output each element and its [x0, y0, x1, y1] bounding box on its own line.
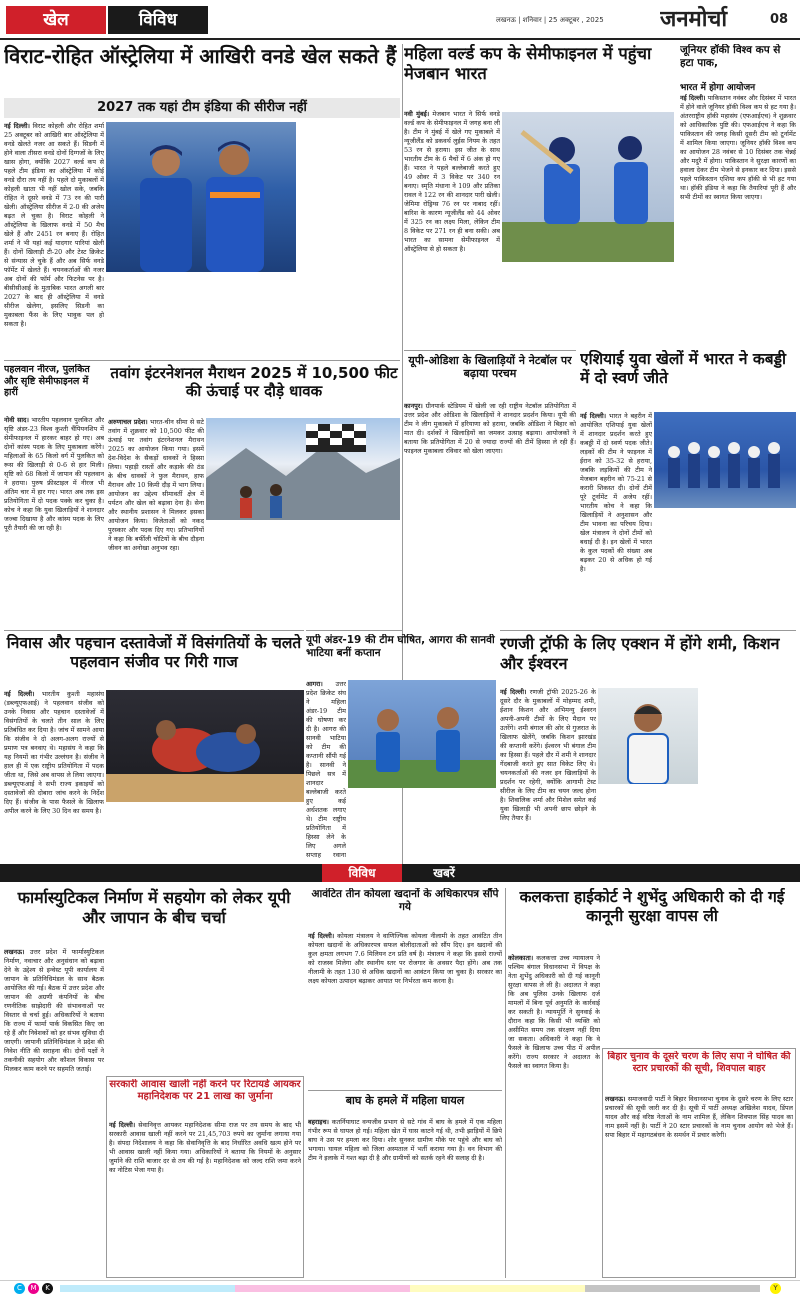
- virat-body-col1: [4, 122, 104, 358]
- color-mark-y: Y: [770, 1283, 781, 1294]
- virat-subhead: 2027 तक यहां टीम इंडिया की सीरीज नहीं: [4, 98, 400, 118]
- pharma-headline: फार्मास्युटिकल निर्माण में सहयोग को लेकर यूपी और जापान के बीच चर्चा: [17, 888, 291, 927]
- marathon-body-col2: [206, 522, 302, 626]
- ranji-body-col3: [700, 688, 796, 860]
- up-u19-body: [306, 680, 346, 860]
- up-odisha-lead: कानपुर।: [404, 402, 423, 410]
- color-mark-c: C: [14, 1283, 25, 1294]
- pharma-text: उत्तर प्रदेश में फार्मास्युटिकल निर्माण, नवाचार और अनुसंधान को बढ़ावा देने के उद्देश्य से इन्वेस्ट यूपी कार्यालय में जापान के प्रतिनिधिमंडल के साथ बैठक आयोजित की गई। बैठक में उत्तर प्रदेश और जापान की अग्रणी कंपनियों के बीच रणनीतिक साझेदारी की संभावनाओं पर विस्तार से चर्चा हुई। अधिकारियों ने बताया कि राज्य में फार्मा पार्क विकसित किए जा रहे हैं और निवेशकों को हर संभव सुविधा दी जाएगी। जापानी प्रतिनिधिमंडल ने प्रदेश की निवेश नीति की सराहना की। दोनों पक्षों ने तकनीकी सहयोग और कौशल विकास पर मिलकर काम करने पर सहमति जताई।: [4, 948, 104, 1073]
- ranji-headline: रणजी ट्रॉफी के लिए एक्शन में होंगे शमी, किशन और ईश्वरन: [500, 634, 780, 673]
- bihar-body: [605, 1095, 793, 1275]
- footer-registration-strip: [0, 1280, 800, 1295]
- masthead-rule: [0, 38, 800, 40]
- pharma-body: [4, 948, 104, 1278]
- up-odisha-body: [404, 402, 576, 626]
- virat-body: विराट कोहली और रोहित शर्मा 25 अक्टूबर को आखिरी बार ऑस्ट्रेलिया में वनडे खेलते नजर आ सकते हैं। सिडनी में होने वाला तीसरा वनडे दोनों दिग्गजों के लिए खास होगा, क्योंकि 2027 वर्ल्ड कप से पहले टीम इंडिया का ऑस्ट्रेलिया में कोई वनडे दौरा तय नहीं है। पहले दो मुकाबलों में कोहली खाता भी नहीं खोल सके, जबकि रोहित ने दूसरे वनडे में 73 रन की पारी खेली। ऑस्ट्रेलिया सीरीज में 2-0 की अजेय बढ़त ले चुका है। विराट कोहली ने ऑस्ट्रेलिया के खिलाफ वनडे में 50 मैच खेले हैं और 2451 रन बनाए हैं। रोहित शर्मा ने भी यहां कई यादगार पारियां खेली हैं। दोनों खिलाड़ी टी-20 और टेस्ट क्रिकेट से संन्यास ले चुके हैं और अब सिर्फ वनडे फॉर्मेट में खेलते हैं। चयनकर्ताओं की नजर अब दोनों की फॉर्म और फिटनेस पर है। बीसीसीआई के मुताबिक भारत अगली बार 2027 के बाद ही ऑस्ट्रेलिया में वनडे सीरीज खेलेगा, इसलिए सिडनी का मुकाबला फैंस के लिए भावुक पल हो सकता है।: [4, 122, 104, 328]
- koyla-text: कोयला मंत्रालय ने वाणिज्यिक कोयला नीलामी के तहत आवंटित तीन कोयला खदानों के अधिकारपत्र सफल बोलीदाताओं को सौंप दिए। इन खदानों की कुल क्षमता लगभग 7.6 मिलियन टन प्रति वर्ष है। मंत्रालय ने कहा कि इससे राज्यों को राजस्व मिलेगा और स्थानीय स्तर पर रोजगार के अवसर पैदा होंगे। अब तक नीलामी के तहत 130 से अधिक खदानों का आवंटन किया जा चुका है। सरकार का लक्ष्य कोयला उत्पादन बढ़ाकर आयात पर निर्भरता कम करना है।: [308, 932, 502, 985]
- marathon-photo: [206, 418, 400, 520]
- hockey-subhead: भारत में होगा आयोजन: [680, 83, 756, 93]
- bagh-text: कतर्नियाघाट वन्यजीव प्रभाग से सटे गांव में बाघ के हमले में एक महिला गंभीर रूप से घायल हो गई। महिला खेत में घास काटने गई थी, तभी झाड़ियों में छिपे बाघ ने उस पर हमला कर दिया। शोर सुनकर ग्रामीण मौके पर पहुंचे और बाघ को भगाया। घायल महिला को जिला अस्पताल में भर्ती कराया गया है। वन विभाग की टीम ने इलाके में गश्त बढ़ा दी है और ग्रामीणों को सतर्क रहने की सलाह दी है।: [308, 1118, 502, 1162]
- bihar-lead: लखनऊ।: [605, 1095, 626, 1103]
- marathon-text: भारत-चीन सीमा से सटे तवांग में शुक्रवार को 10,500 फीट की ऊंचाई पर तवांग इंटरनेशनल मैराथन 2025 का आयोजन किया गया। इसमें देश-विदेश के सैकड़ों धावकों ने हिस्सा लिया। पहाड़ी रास्तों और कड़ाके की ठंड के बीच धावकों ने फुल मैराथन, हाफ मैराथन और 10 किमी दौड़ में भाग लिया। आयोजन का उद्देश्य सीमावर्ती क्षेत्र में पर्यटन और खेल को बढ़ावा देना है। सेना और स्थानीय प्रशासन ने मिलकर इसका आयोजन किया। विजेताओं को नकद पुरस्कार और पदक दिए गए। प्रतिभागियों ने कहा कि बर्फीली चोटियों के बीच दौड़ना जीवन का अनोखा अनुभव रहा।: [108, 418, 204, 552]
- masthead: [0, 0, 800, 40]
- pharma-body-col2: [106, 948, 202, 1072]
- asia-youth-headline: एशियाई युवा खेलों में भारत ने कबड्डी में दो स्वर्ण जीते: [580, 350, 787, 387]
- asia-youth-body: [580, 412, 652, 626]
- bowler-illustration: [598, 688, 698, 784]
- kolkata-body-col2: [602, 954, 698, 1044]
- color-mark-m: M: [28, 1283, 39, 1294]
- asia-youth-text: भारत ने बहरीन में आयोजित एशियाई युवा खेलों में शानदार प्रदर्शन करते हुए कबड्डी में दो स्वर्ण पदक जीते। लड़कों की टीम ने फाइनल में ईरान को 35-32 से हराया, जबकि लड़कियों की टीम ने मेजबान बहरीन को 75-21 से करारी शिकस्त दी। दोनों टीमें पूरे टूर्नामेंट में अजेय रहीं। भारतीय कोच ने कहा कि खिलाड़ियों ने अनुशासन और टीम भावना का परिचय दिया। खेल मंत्रालय ने दोनों टीमों को बधाई दी है। इन खेलों में भारत के कुल पदकों की संख्या अब बढ़कर 20 से अधिक हो गई है।: [580, 412, 652, 573]
- shami-photo: [598, 688, 698, 784]
- edition-line: लखनऊ | शनिवार | 25 अक्टूबर , 2025: [496, 16, 604, 24]
- awas-body: [109, 1121, 301, 1275]
- wrestlers-lead: नोवी साद।: [4, 416, 29, 424]
- women-wc-text: मेजबान भारत ने सिर्फ वनडे वर्ल्ड कप के सेमीफाइनल में जगह बना ली है। टीम ने मुंबई में खेले गए मुकाबले में न्यूजीलैंड को डकवर्थ लुईस नियम के तहत 53 रन से हराया। इस जीत के साथ भारतीय टीम के 6 मैचों में 6 अंक हो गए हैं। भारत ने पहले बल्लेबाजी करते हुए 49 ओवर में 3 विकेट पर 340 रन बनाए। स्मृति मंधाना ने 109 और प्रतिका रावल ने 122 रन की शानदार पारी खेली। जेमिमा रोड्रिग्स 76 रन पर नाबाद रहीं। बारिश के कारण न्यूजीलैंड को 44 ओवर में 325 रन का लक्ष्य मिला, लेकिन टीम 8 विकेट पर 271 रन ही बना सकी। अब भारत का सामना सेमीफाइनल में ऑस्ट्रेलिया से हो सकता है।: [404, 110, 500, 253]
- nivas-lead: नई दिल्ली।: [4, 690, 35, 698]
- newspaper-logo: जनमोर्चा: [660, 7, 728, 32]
- color-bar: [60, 1285, 760, 1292]
- nivas-rule: [4, 630, 304, 631]
- pharma-lead: लखनऊ।: [4, 948, 25, 956]
- updisha-rule: [404, 350, 576, 351]
- hockey-body: [680, 94, 796, 346]
- up-u19-body-col2: [404, 790, 496, 860]
- section-tab-khabrein[interactable]: खबरें: [404, 864, 484, 882]
- awas-lead: नई दिल्ली।: [109, 1121, 136, 1129]
- bagh-body: [308, 1118, 502, 1278]
- wrestlers-headline: पहलवान नीरज, पुलकित और सृष्टि सेमीफाइनल में हारीं: [4, 364, 90, 399]
- bagh-headline: बाघ के हमले में महिला घायल: [345, 1094, 465, 1107]
- women-wc-headline: महिला वर्ल्ड कप के सेमीफाइनल में पहुंचा मेजबान भारत: [404, 44, 652, 84]
- batter-illustration: [502, 112, 674, 262]
- runners-illustration: [206, 418, 400, 520]
- women-wc-photo: [502, 112, 674, 262]
- wrestling-photo: [106, 690, 304, 802]
- up-odisha-headline: यूपी-ओडिशा के खिलाड़ियों ने नेटबॉल पर बढ़ाया परचम: [408, 354, 572, 381]
- page-number: 08: [770, 12, 789, 27]
- awas-box: [106, 1076, 304, 1278]
- ranji-text: रणजी ट्रॉफी 2025-26 के दूसरे दौर के मुकाबलों में मोहम्मद शमी, ईशान किशन और अभिमन्यु ईश्वरन अपनी-अपनी टीमों के लिए मैदान पर उतरेंगे। शमी बंगाल की ओर से गुजरात के खिलाफ खेलेंगे, जबकि किशन झारखंड की कप्तानी करेंगे। ईश्वरन भी बंगाल टीम का हिस्सा हैं। पहले दौर में शमी ने शानदार गेंदबाजी करते हुए सात विकेट लिए थे। चयनकर्ताओं की नजर इन खिलाड़ियों के प्रदर्शन पर रहेगी, क्योंकि आगामी टेस्ट सीरीज के लिए टीम का चयन जल्द होना है। शिवालिक शर्मा और मिशेल समेत कई युवा खिलाड़ी भी अपनी छाप छोड़ने के लिए तैयार हैं।: [500, 688, 596, 822]
- bagh-lead: बहराइच।: [308, 1118, 329, 1126]
- ranji-body-col2: [598, 786, 698, 860]
- hockey-lead: नई दिल्ली।: [680, 94, 706, 102]
- kabaddi-photo: [654, 412, 796, 508]
- women-wc-body-col2: [502, 264, 674, 346]
- asia-youth-body-col2: [654, 510, 796, 626]
- up-odisha-text: ग्रीनपार्क स्टेडियम में खेली जा रही राष्ट्रीय नेटबॉल प्रतियोगिता में उत्तर प्रदेश और ओडिशा के खिलाड़ियों ने शानदार प्रदर्शन किया। यूपी की टीम ने लीग मुकाबले में हरियाणा को हराया, जबकि ओडिशा ने बिहार को मात दी। दर्शकों ने खिलाड़ियों का जमकर उत्साह बढ़ाया। आयोजकों ने बताया कि प्रतियोगिता में 20 से ज्यादा राज्यों की टीमें हिस्सा ले रही हैं। फाइनल मुकाबला रविवार को खेला जाएगा।: [404, 402, 576, 455]
- ranji-body: [500, 688, 596, 860]
- u19-rule: [306, 630, 402, 631]
- lower-column-rule: [505, 888, 506, 1278]
- kolkata-text: कलकत्ता उच्च न्यायालय ने पश्चिम बंगाल विधानसभा में विपक्ष के नेता शुभेंदु अधिकारी को दी गई कानूनी सुरक्षा वापस ले ली है। अदालत ने कहा कि अब पुलिस उनके खिलाफ दर्ज मामलों में बिना पूर्व अनुमति के कार्रवाई कर सकती है। न्यायमूर्ति ने सुनवाई के दौरान कहा कि किसी भी व्यक्ति को असीमित समय तक संरक्षण नहीं दिया जा सकता। अधिकारी ने कहा कि वे फैसले के खिलाफ उच्च पीठ में अपील करेंगे। राज्य सरकार ने अदालत के फैसले का स्वागत किया है।: [508, 954, 600, 1070]
- women-wc-lead: नवी मुंबई।: [404, 110, 430, 118]
- nivas-body: [4, 690, 104, 860]
- section-tab-vividh[interactable]: विविध: [108, 6, 208, 34]
- up-u19-lead: आगरा।: [306, 680, 323, 688]
- awas-headline: सरकारी आवास खाली नहीं करने पर रिटायर्ड आयकर महानिदेशक पर 21 लाख का जुर्माना: [109, 1079, 301, 1103]
- nivas-text: भारतीय कुश्ती महासंघ (डब्ल्यूएफआई) ने पहलवान संजीव को उनके निवास और पहचान दस्तावेजों में विसंगतियों के चलते तीन साल के लिए प्रतिबंधित कर दिया है। जांच में सामने आया कि संजीव ने दो अलग-अलग राज्यों से प्रमाण पत्र बनवाए थे। महासंघ ने कहा कि यह नियमों का गंभीर उल्लंघन है। संजीव ने हाल ही में एक राष्ट्रीय प्रतियोगिता में पदक जीता था, जिसे अब वापस ले लिया जाएगा। डब्ल्यूएफआई ने सभी राज्य इकाइयों को दस्तावेजों की दोबारा जांच करने के निर्देश दिए हैं। संजीव के पास फैसले के खिलाफ अपील करने के लिए 30 दिन का समय है।: [4, 690, 104, 815]
- virat-body-col2: [106, 274, 296, 358]
- kolkata-headline: कलकत्ता हाईकोर्ट ने शुभेंदु अधिकारी को दी गई कानूनी सुरक्षा वापस ली: [519, 888, 785, 925]
- asia-youth-lead: नई दिल्ली।: [580, 412, 607, 420]
- marathon-lead: अरुणाचल प्रदेश।: [108, 418, 148, 426]
- wrestlers-text: भारतीय पहलवान पुलकित और सृष्टि अंडर-23 विश्व कुश्ती चैंपियनशिप में सेमीफाइनल में हारकर बाहर हो गए। अब दोनों कांस्य पदक के लिए मुकाबला करेंगे। महिलाओं के 65 किलो वर्ग में पुलकित को रूस की खिलाड़ी से 0-6 से हार मिली। सृष्टि को 68 किलो में जापान की पहलवान ने हराया। पुरुष फ्रीस्टाइल में नीरज भी अंतिम चार में हार गए। भारत अब तक इस प्रतियोगिता में दो पदक पक्के कर चुका है। कोच ने कहा कि युवा खिलाड़ियों ने शानदार जज्बा दिखाया है और कांस्य पदक के लिए पूरी तैयारी की जा रही है।: [4, 416, 104, 532]
- section-tab-vividh-lower[interactable]: विविध: [322, 864, 402, 882]
- virat-headline: विराट-रोहित ऑस्ट्रेलिया में आखिरी वनडे खेल सकते हैं: [4, 44, 397, 68]
- bihar-text: समाजवादी पार्टी ने बिहार विधानसभा चुनाव के दूसरे चरण के लिए स्टार प्रचारकों की सूची जारी कर दी है। सूची में पार्टी अध्यक्ष अखिलेश यादव, डिंपल यादव और कई वरिष्ठ नेताओं के नाम शामिल हैं, लेकिन शिवपाल सिंह यादव का नाम इसमें नहीं है। पार्टी ने 20 स्टार प्रचारकों के नाम चुनाव आयोग को भेजे हैं। सपा बिहार में महागठबंधन के समर्थन में प्रचार करेगी।: [605, 1095, 793, 1139]
- hockey-headline: जूनियर हॉकी विश्व कप से हटा पाक,: [680, 44, 781, 69]
- virat-lead: नई दिल्ली।: [4, 122, 30, 130]
- bihar-headline: बिहार चुनाव के दूसरे चरण के लिए सपा ने घोषित की स्टार प्रचारकों की सूची, शिवपाल बाहर: [607, 1051, 791, 1074]
- cricketers-illustration: [106, 122, 296, 272]
- marathon-body: [108, 418, 204, 626]
- up-u19-headline: यूपी अंडर-19 की टीम घोषित, आगरा की सानवी भाटिया बनीं कप्तान: [306, 634, 495, 659]
- nivas-headline: निवास और पहचान दस्तावेजों में विसंगतियों के चलते पहलवान संजीव पर गिरी गाज: [6, 634, 302, 671]
- kolkata-body: [508, 954, 600, 1160]
- marathon-body-col3: [304, 522, 400, 626]
- wrestlers-body: [4, 416, 104, 626]
- color-mark-k: K: [42, 1283, 53, 1294]
- virat-rohit-photo: [106, 122, 296, 272]
- bagh-rule: [308, 1090, 502, 1091]
- koyla-body: [308, 932, 502, 1088]
- up-u19-text: उत्तर प्रदेश क्रिकेट संघ ने महिला अंडर-19 टीम की घोषणा कर दी है। आगरा की सानवी भाटिया को टीम की कप्तानी सौंपी गई है। सानवी ने पिछले सत्र में शानदार बल्लेबाजी करते हुए कई अर्धशतक लगाए थे। टीम राष्ट्रीय प्रतियोगिता में हिस्सा लेने के लिए अगले सप्ताह रवाना: [306, 680, 346, 859]
- nivas-body-col2: [106, 804, 304, 860]
- bihar-box: [602, 1048, 796, 1278]
- hockey-text: पाकिस्तान नवंबर और दिसंबर में भारत में होने वाले जूनियर हॉकी विश्व कप से हट गया है। अंतरराष्ट्रीय हॉकी महासंघ (एफआईएच) ने शुक्रवार को आधिकारिक पुष्टि की। एफआईएच ने कहा कि पाकिस्तान की जगह किसी दूसरी टीम को टूर्नामेंट में शामिल किया जाएगा। जूनियर हॉकी विश्व कप का आयोजन 28 नवंबर से 10 दिसंबर तक चेन्नई और मदुरै में होगा। पाकिस्तान ने सुरक्षा कारणों का हवाला देकर टीम भेजने से इनकार कर दिया। इससे पहले पाकिस्तान एशिया कप हॉकी से भी हट गया था। हॉकी इंडिया ने कहा कि तैयारियां पूरी हैं और सभी टीमों का स्वागत किया जाएगा।: [680, 94, 796, 201]
- women-wc-body: [404, 110, 500, 346]
- kolkata-body-col3: [700, 954, 796, 1044]
- koyla-headline: आवंटित तीन कोयला खदानों के अधिकारपत्र सौंपे गये: [311, 888, 499, 913]
- section-tab-khel[interactable]: खेल: [6, 6, 106, 34]
- ranji-lead: नई दिल्ली।: [500, 688, 527, 696]
- ranji-rule: [500, 630, 796, 631]
- up-u19-photo: [348, 680, 496, 788]
- kabaddi-team-illustration: [654, 412, 796, 508]
- awas-text: सेवानिवृत्त आयकर महानिदेशक सीमा राज पर तय समय के बाद भी सरकारी आवास खाली नहीं करने पर 21,45,703 रुपये का जुर्माना लगाया गया है। संपदा निदेशालय ने कहा कि सेवानिवृत्ति के बाद निर्धारित अवधि खत्म होने पर भी आवास खाली नहीं किया गया। अधिकारियों ने बताया कि नियमों के अनुसार जुर्माने की राशि बाजार दर से तय की गई है। महानिदेशक को जल्द राशि जमा करने का नोटिस भेजा गया है।: [109, 1121, 301, 1174]
- captain-illustration: [348, 680, 496, 788]
- koyla-lead: नई दिल्ली।: [308, 932, 335, 940]
- virat-body-col3: [300, 122, 400, 358]
- wrestlers-illustration: [106, 690, 304, 802]
- kolkata-lead: कोलकाता।: [508, 954, 534, 962]
- lower-section-strip: [0, 864, 800, 882]
- marathon-headline: तवांग इंटरनेशनल मैराथन 2025 में 10,500 फीट की ऊंचाई पर दौड़े धावक: [110, 364, 398, 401]
- wrestlers-rule: [4, 360, 400, 361]
- pharma-body-col3: [204, 948, 304, 1072]
